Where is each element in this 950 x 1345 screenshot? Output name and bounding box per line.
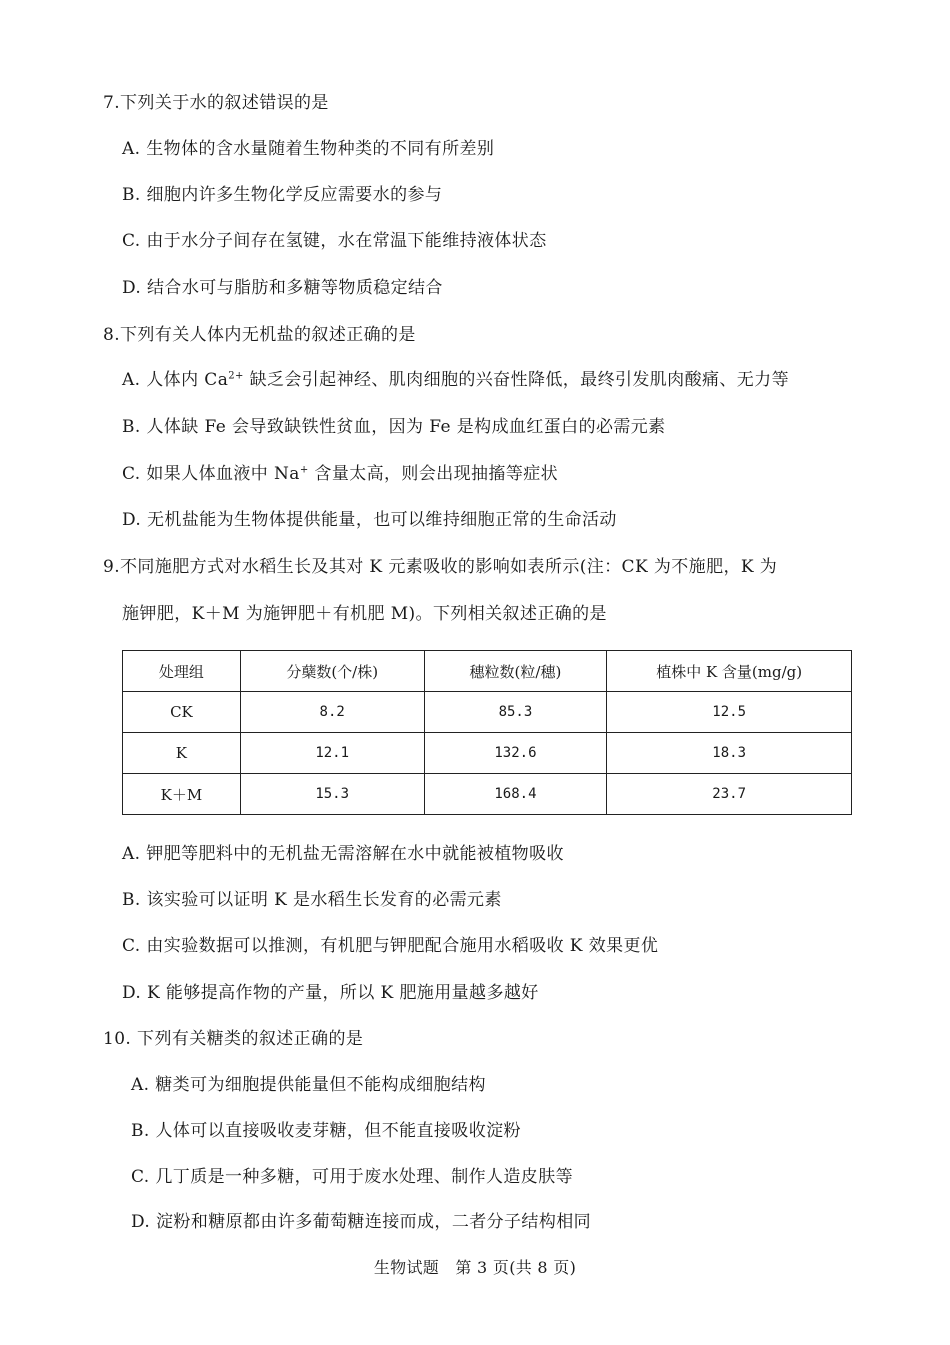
question-10-option-a: A. 糖类可为细胞提供能量但不能构成细胞结构 [131, 1075, 486, 1095]
question-7-option-b: B. 细胞内许多生物化学反应需要水的参与 [122, 185, 443, 205]
q8-a-superscript: 2+ [228, 370, 244, 382]
table-row [123, 692, 852, 733]
table-header-cell: 处理组 [123, 651, 241, 692]
question-9-stem-line1: 9.不同施肥方式对水稻生长及其对 K 元素吸收的影响如表所示(注：CK 为不施肥，K 为 [103, 557, 778, 577]
question-10-stem: 10. 下列有关糖类的叙述正确的是 [103, 1029, 364, 1049]
q8-a-text-post: 缺乏会引起神经、肌肉细胞的兴奋性降低，最终引发肌肉酸痛、无力等 [243, 370, 789, 390]
question-8-option-c [122, 463, 558, 485]
table-row [123, 733, 852, 774]
table-cell: 12.5 [607, 692, 852, 733]
table-cell: 168.4 [424, 774, 607, 815]
question-7-option-a: A. 生物体的含水量随着生物种类的不同有所差别 [122, 139, 495, 159]
question-10-option-d: D. 淀粉和糖原都由许多葡萄糖连接而成，二者分子结构相同 [131, 1212, 592, 1232]
question-8-option-a [122, 369, 789, 391]
question-8-option-d: D. 无机盐能为生物体提供能量，也可以维持细胞正常的生命活动 [122, 510, 617, 530]
table-row [123, 774, 852, 815]
table-cell: 8.2 [240, 692, 424, 733]
table-header-cell: 穗粒数(粒/穗) [424, 651, 607, 692]
question-10-option-c: C. 几丁质是一种多糖，可用于废水处理、制作人造皮肤等 [131, 1167, 574, 1187]
table-cell: K [123, 733, 241, 774]
fertilizer-table [122, 650, 852, 815]
table-cell: 132.6 [424, 733, 607, 774]
question-7-option-c: C. 由于水分子间存在氢键，水在常温下能维持液体状态 [122, 231, 547, 251]
page-footer: 生物试题 第 3 页(共 8 页) [373, 1258, 577, 1277]
table-cell: 12.1 [240, 733, 424, 774]
table-cell: K＋M [123, 774, 241, 815]
question-9-option-c: C. 由实验数据可以推测，有机肥与钾肥配合施用水稻吸收 K 效果更优 [122, 936, 659, 956]
table-cell: 15.3 [240, 774, 424, 815]
q8-a-text-pre: A. 人体内 Ca [122, 370, 229, 390]
question-7-option-d: D. 结合水可与脂肪和多糖等物质稳定结合 [122, 278, 443, 298]
table-header-row [123, 651, 852, 692]
question-8-option-b: B. 人体缺 Fe 会导致缺铁性贫血，因为 Fe 是构成血红蛋白的必需元素 [122, 417, 666, 437]
table-cell: CK [123, 692, 241, 733]
table-cell: 18.3 [607, 733, 852, 774]
question-9-option-a: A. 钾肥等肥料中的无机盐无需溶解在水中就能被植物吸收 [122, 844, 564, 864]
question-9-option-b: B. 该实验可以证明 K 是水稻生长发育的必需元素 [122, 890, 502, 910]
question-7-stem: 7.下列关于水的叙述错误的是 [103, 93, 329, 113]
question-9-stem-line2: 施钾肥，K＋M 为施钾肥＋有机肥 M)。下列相关叙述正确的是 [122, 604, 607, 624]
table-cell: 23.7 [607, 774, 852, 815]
table-cell: 85.3 [424, 692, 607, 733]
question-9-option-d: D. K 能够提高作物的产量，所以 K 肥施用量越多越好 [122, 983, 539, 1003]
q8-c-text-post: 含量太高，则会出现抽搐等症状 [308, 464, 559, 484]
q8-c-superscript: + [299, 464, 309, 476]
q8-c-text-pre: C. 如果人体血液中 Na [122, 464, 300, 484]
question-8-stem: 8.下列有关人体内无机盐的叙述正确的是 [103, 325, 416, 345]
table-header-cell: 分蘖数(个/株) [240, 651, 424, 692]
table-header-cell: 植株中 K 含量(mg/g) [607, 651, 852, 692]
question-10-option-b: B. 人体可以直接吸收麦芽糖，但不能直接吸收淀粉 [131, 1121, 521, 1141]
